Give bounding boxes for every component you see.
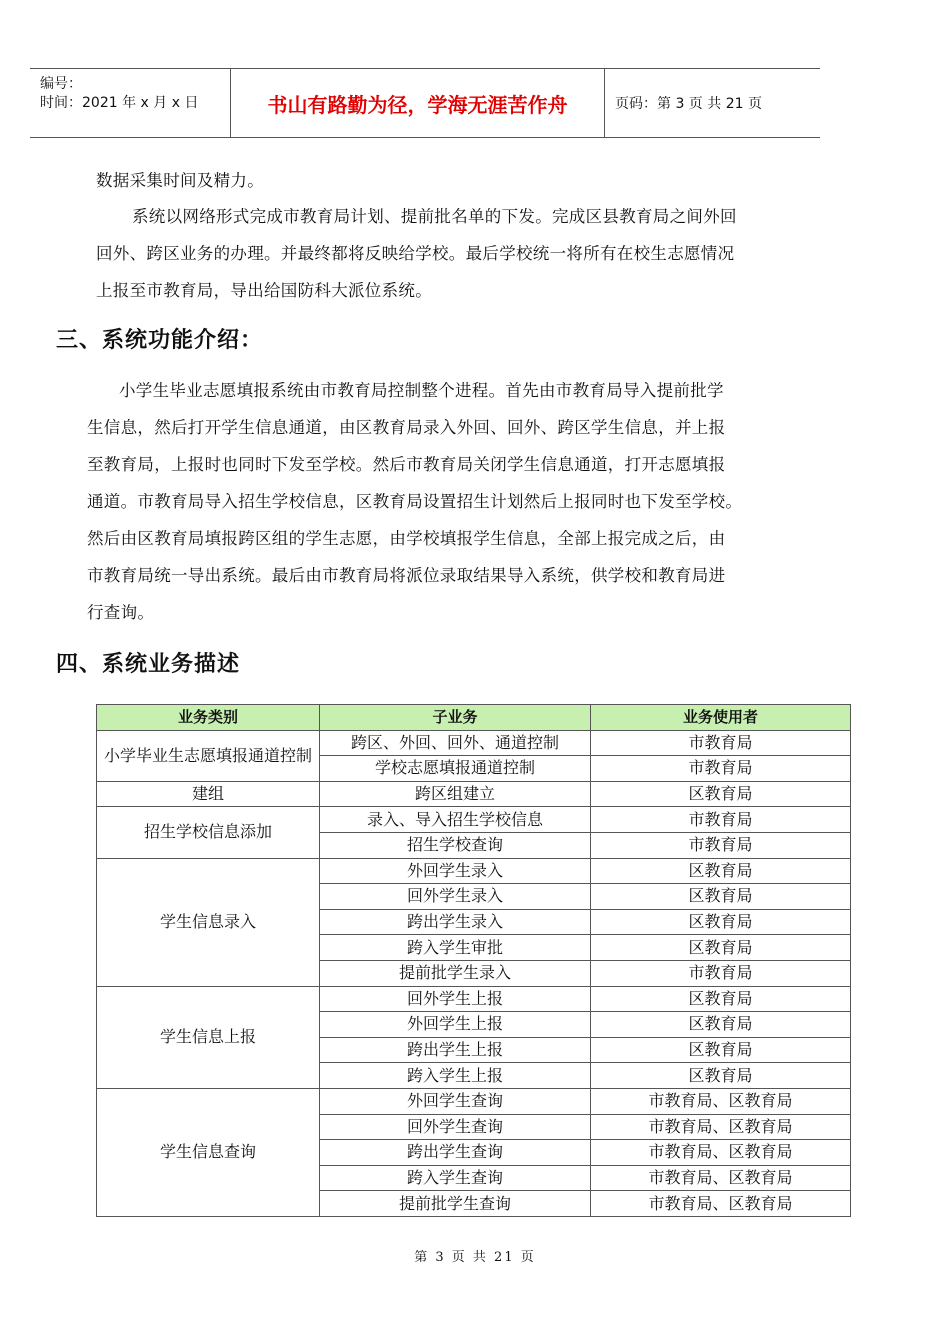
page-footer: 第 3 页 共 21 页 bbox=[414, 1250, 536, 1265]
section-heading-4: 四、系统业务描述 bbox=[56, 652, 241, 677]
table-header-row bbox=[97, 705, 851, 731]
user-cell: 市教育局 bbox=[591, 807, 851, 833]
column-header: 子业务 bbox=[320, 705, 591, 731]
sub-business-cell: 跨出学生上报 bbox=[320, 1037, 591, 1063]
sub-business-cell: 录入、导入招生学校信息 bbox=[320, 807, 591, 833]
user-cell: 区教育局 bbox=[591, 986, 851, 1012]
time-label: 时间：2021 年 x 月 x 日 bbox=[40, 95, 199, 111]
section-heading-3: 三、系统功能介绍： bbox=[56, 328, 264, 353]
paragraph-function-intro bbox=[87, 372, 847, 631]
sub-business-cell: 回外学生录入 bbox=[320, 884, 591, 910]
user-cell: 区教育局 bbox=[591, 1037, 851, 1063]
sub-business-cell: 提前批学生查询 bbox=[320, 1191, 591, 1217]
user-cell: 区教育局 bbox=[591, 1063, 851, 1089]
paragraph-intro-tail: 数据采集时间及精力。 bbox=[96, 171, 264, 190]
text-line: 系统以网络形式完成市教育局计划、提前批名单的下发。完成区县教育局之间外回 bbox=[132, 207, 737, 226]
business-table bbox=[96, 704, 851, 1217]
text-line: 生信息，然后打开学生信息通道，由区教育局录入外回、回外、跨区学生信息，并上报 bbox=[87, 418, 726, 437]
user-cell: 市教育局、区教育局 bbox=[591, 1088, 851, 1114]
page-header bbox=[30, 68, 820, 138]
user-cell: 市教育局 bbox=[591, 960, 851, 986]
user-cell: 区教育局 bbox=[591, 909, 851, 935]
user-cell: 市教育局 bbox=[591, 756, 851, 782]
table-row bbox=[97, 807, 851, 833]
page-number-label: 页码：第 3 页 共 21 页 bbox=[615, 96, 762, 112]
sub-business-cell: 回外学生查询 bbox=[320, 1114, 591, 1140]
user-cell: 区教育局 bbox=[591, 935, 851, 961]
category-cell: 小学毕业生志愿填报通道控制 bbox=[97, 730, 320, 781]
sub-business-cell: 跨区、外回、回外、通道控制 bbox=[320, 730, 591, 756]
text-line: 然后由区教育局填报跨区组的学生志愿，由学校填报学生信息，全部上报完成之后，由 bbox=[87, 529, 726, 548]
column-header: 业务使用者 bbox=[591, 705, 851, 731]
user-cell: 区教育局 bbox=[591, 781, 851, 807]
text-line: 回外、跨区业务的办理。并最终都将反映给学校。最后学校统一将所有在校生志愿情况 bbox=[96, 244, 735, 263]
sub-business-cell: 外回学生录入 bbox=[320, 858, 591, 884]
table-row bbox=[97, 858, 851, 884]
motto-text: 书山有路勤为径，学海无涯苦作舟 bbox=[267, 92, 568, 117]
sub-business-cell: 跨入学生上报 bbox=[320, 1063, 591, 1089]
category-cell: 学生信息上报 bbox=[97, 986, 320, 1088]
sub-business-cell: 外回学生上报 bbox=[320, 1012, 591, 1038]
sub-business-cell: 外回学生查询 bbox=[320, 1088, 591, 1114]
user-cell: 市教育局、区教育局 bbox=[591, 1191, 851, 1217]
text-line: 市教育局统一导出系统。最后由市教育局将派位录取结果导入系统，供学校和教育局进 bbox=[87, 566, 726, 585]
sub-business-cell: 招生学校查询 bbox=[320, 832, 591, 858]
sub-business-cell: 提前批学生录入 bbox=[320, 960, 591, 986]
sub-business-cell: 跨区组建立 bbox=[320, 781, 591, 807]
table-row bbox=[97, 730, 851, 756]
text-line: 至教育局，上报时也同时下发至学校。然后市教育局关闭学生信息通道，打开志愿填报 bbox=[87, 455, 726, 474]
text-line: 小学生毕业志愿填报系统由市教育局控制整个进程。首先由市教育局导入提前批学 bbox=[119, 381, 724, 400]
user-cell: 市教育局、区教育局 bbox=[591, 1140, 851, 1166]
sub-business-cell: 跨出学生查询 bbox=[320, 1140, 591, 1166]
table-row bbox=[97, 781, 851, 807]
category-cell: 学生信息查询 bbox=[97, 1088, 320, 1216]
header-motto-cell bbox=[231, 69, 605, 137]
sub-business-cell: 跨出学生录入 bbox=[320, 909, 591, 935]
sub-business-cell: 学校志愿填报通道控制 bbox=[320, 756, 591, 782]
user-cell: 市教育局 bbox=[591, 730, 851, 756]
category-cell: 建组 bbox=[97, 781, 320, 807]
user-cell: 市教育局、区教育局 bbox=[591, 1165, 851, 1191]
column-header: 业务类别 bbox=[97, 705, 320, 731]
table-row bbox=[97, 986, 851, 1012]
category-cell: 招生学校信息添加 bbox=[97, 807, 320, 858]
header-meta bbox=[30, 69, 231, 137]
user-cell: 区教育局 bbox=[591, 858, 851, 884]
serial-label: 编号： bbox=[40, 76, 82, 92]
text-line: 上报至市教育局，导出给国防科大派位系统。 bbox=[96, 281, 432, 300]
user-cell: 市教育局、区教育局 bbox=[591, 1114, 851, 1140]
paragraph-system-overview bbox=[96, 198, 836, 309]
user-cell: 市教育局 bbox=[591, 832, 851, 858]
sub-business-cell: 跨入学生审批 bbox=[320, 935, 591, 961]
user-cell: 区教育局 bbox=[591, 884, 851, 910]
sub-business-cell: 回外学生上报 bbox=[320, 986, 591, 1012]
category-cell: 学生信息录入 bbox=[97, 858, 320, 986]
text-line: 行查询。 bbox=[87, 603, 155, 622]
table-row bbox=[97, 1088, 851, 1114]
sub-business-cell: 跨入学生查询 bbox=[320, 1165, 591, 1191]
user-cell: 区教育局 bbox=[591, 1012, 851, 1038]
text-line: 通道。市教育局导入招生学校信息，区教育局设置招生计划然后上报同时也下发至学校。 bbox=[87, 492, 743, 511]
